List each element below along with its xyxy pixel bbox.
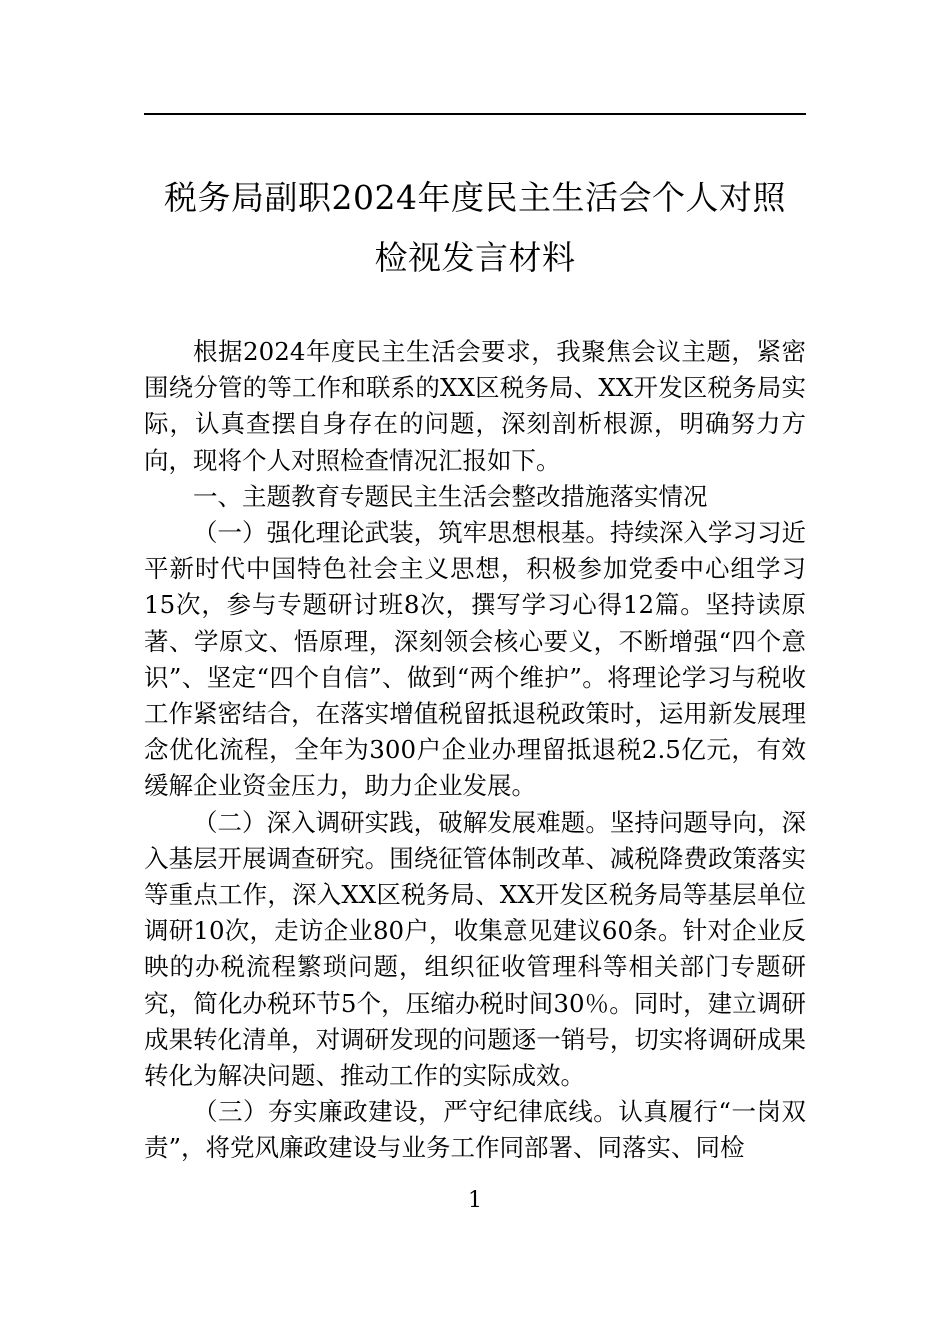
- paragraph-research-practice: （二）深入调研实践，破解发展难题。坚持问题导向，深入基层开展调查研究。围绕征管体制改革、减税降费政策落实等重点工作，深入XX区税务局、XX开发区税务局等基层单位调研10次，走访企业80户，收集意见建议60条。针对企业反映的办税流程繁琐问题，组织征收管理科等相关部门专题研究，简化办税环节5个，压缩办税时间30％。同时，建立调研成果转化清单，对调研发现的问题逐一销号，切实将调研成果转化为解决问题、推动工作的实际成效。: [144, 807, 806, 1091]
- paragraph-theory-study: （一）强化理论武装，筑牢思想根基。持续深入学习习近平新时代中国特色社会主义思想，积极参加党委中心组学习15次，参与专题研讨班8次，撰写学习心得12篇。坚持读原著、学原文、悟原理，深刻领会核心要义，不断增强“四个意识”、坚定“四个自信”、做到“两个维护”。将理论学习与税收工作紧密结合，在落实增值税留抵退税政策时，运用新发展理念优化流程，全年为300户企业办理留抵退税2.5亿元，有效缓解企业资金压力，助力企业发展。: [144, 518, 806, 801]
- intro-paragraph: 根据2024年度民主生活会要求，我聚焦会议主题，紧密围绕分管的等工作和联系的XX区税务局、XX开发区税务局实际，认真查摆自身存在的问题，深刻剖析根源，明确努力方向，现将个人对照检查情况汇报如下。: [144, 337, 806, 475]
- document-title: [144, 168, 806, 288]
- paragraph-integrity: （三）夯实廉政建设，严守纪律底线。认真履行“一岗双责”，将党风廉政建设与业务工作同部署、同落实、同检: [144, 1097, 806, 1163]
- title-line-1: 税务局副职2024年度民主生活会个人对照: [164, 178, 786, 217]
- title-line-2: 检视发言材料: [374, 238, 576, 277]
- document-body: [144, 334, 806, 1167]
- section-heading-1: 一、主题教育专题民主生活会整改措施落实情况: [193, 481, 708, 511]
- page-number: 1: [468, 1188, 482, 1213]
- header-rule: [144, 113, 806, 115]
